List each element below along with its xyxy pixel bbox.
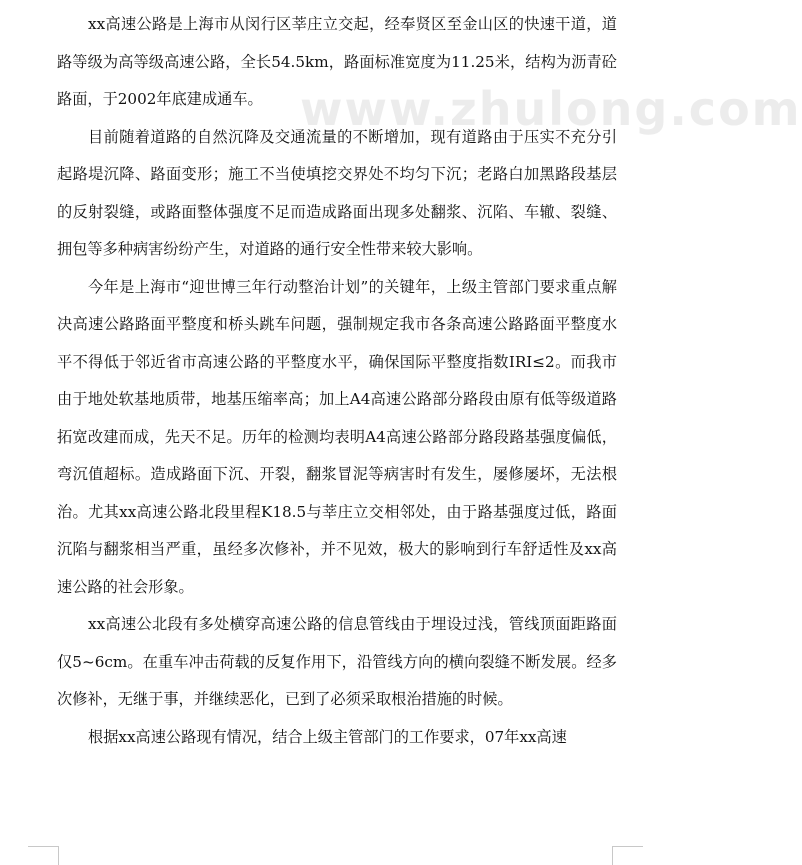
page-corner-mark-left	[28, 846, 59, 865]
watermark-logo: www.zhulong.com	[300, 82, 802, 136]
document-body	[57, 6, 617, 756]
paragraph-2: 目前随着道路的自然沉降及交通流量的不断增加，现有道路由于压实不充分引起路堤沉降、路面变形；施工不当使填挖交界处不均匀下沉；老路白加黑路段基层的反射裂缝，或路面整体强度不足而造成路面出现多处翻浆、沉陷、车辙、裂缝、拥包等多种病害纷纷产生，对道路的通行安全性带来较大影响。	[57, 127, 617, 258]
page-corner-mark-right	[612, 846, 643, 865]
paragraph-3: 今年是上海市“迎世博三年行动整治计划”的关键年，上级主管部门要求重点解决高速公路路面平整度和桥头跳车问题，强制规定我市各条高速公路路面平整度水平不得低于邻近省市高速公路的平整度水平，确保国际平整度指数IRI≤2。而我市由于地处软基地质带，地基压缩率高；加上A4高速公路部分路段由原有低等级道路拓宽改建而成，先天不足。历年的检测均表明A4高速公路部分路段路基强度偏低，弯沉值超标。造成路面下沉、开裂，翻浆冒泥等病害时有发生，屡修屡坏，无法根治。尤其xx高速公路北段里程K18.5与莘庄立交相邻处，由于路基强度过低，路面沉陷与翻浆相当严重，虽经多次修补，并不见效，极大的影响到行车舒适性及xx高速公路的社会形象。	[57, 277, 617, 596]
paragraph-1: xx高速公路是上海市从闵行区莘庄立交起，经奉贤区至金山区的快速干道，道路等级为高等级高速公路，全长54.5km，路面标准宽度为11.25米，结构为沥青砼路面，于2002年底建成通车。	[57, 15, 617, 108]
paragraph-4: xx高速公北段有多处横穿高速公路的信息管线由于埋设过浅，管线顶面距路面仅5~6cm。在重车冲击荷载的反复作用下，沿管线方向的横向裂缝不断发展。经多次修补，无继于事，并继续恶化，已到了必须采取根治措施的时候。	[57, 615, 617, 708]
paragraph-5: 根据xx高速公路现有情况，结合上级主管部门的工作要求，07年xx高速	[88, 727, 567, 746]
